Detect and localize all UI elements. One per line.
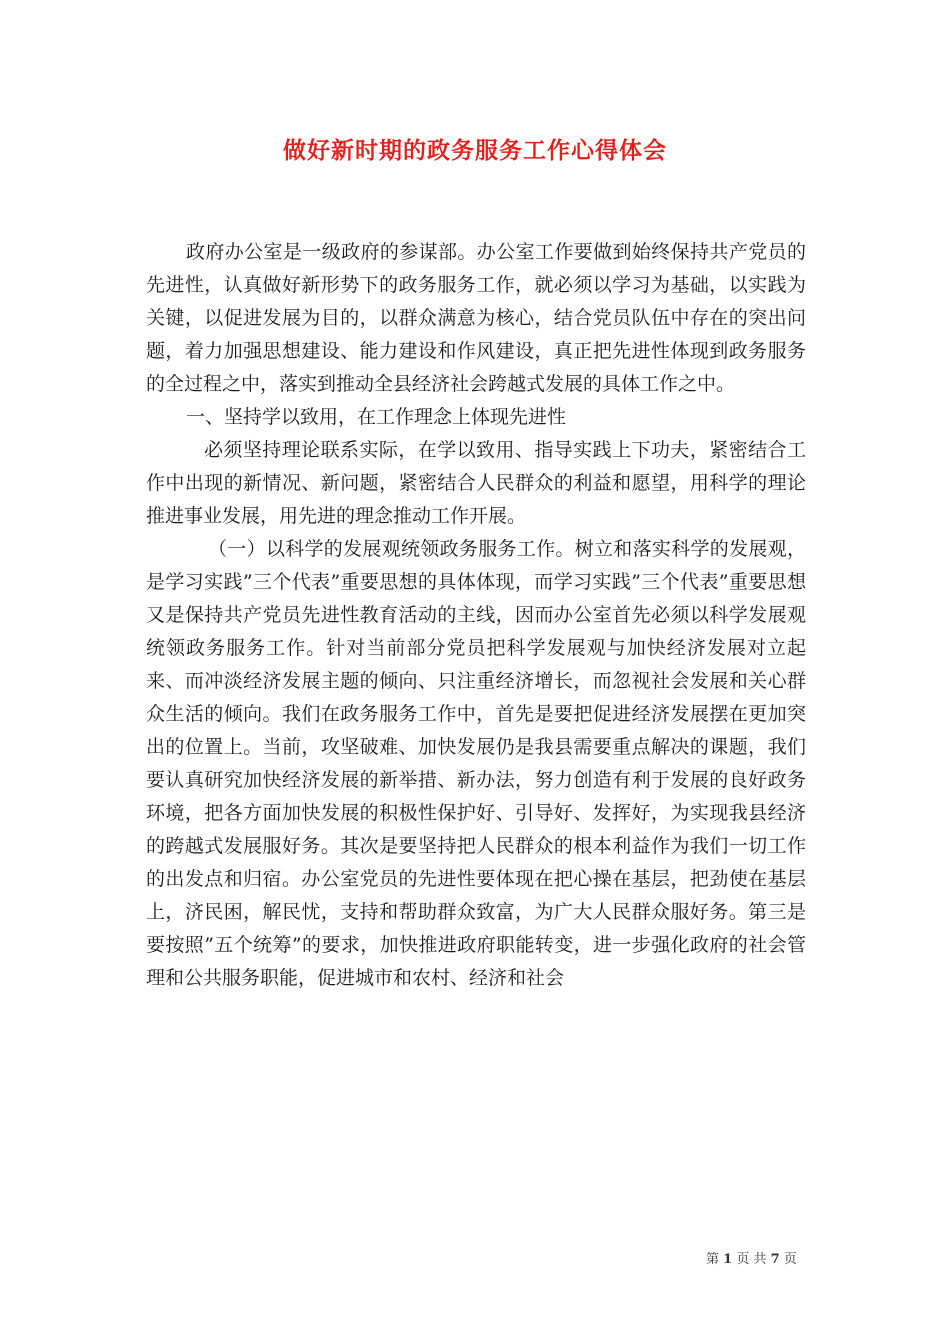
section-heading-1: 一、坚持学以致用，在工作理念上体现先进性 xyxy=(186,406,567,428)
footer-prefix: 第 xyxy=(706,1252,720,1267)
footer-middle: 页 共 xyxy=(736,1252,767,1267)
paragraph-intro: 政府办公室是一级政府的参谋部。办公室工作要做到始终保持共产党员的先进性，认真做好新形势下的政务服务工作，就必须以学习为基础，以实践为关键，以促进发展为目的，以群众满意为核心，结合党员队伍中存在的突出问题，着力加强思想建设、能力建设和作风建设，真正把先进性体现到政务服务的全过程之中，落实到推动全县经济社会跨越式发展的具体工作之中。 xyxy=(146,241,806,395)
paragraph-subsection-1: （一）以科学的发展观统领政务服务工作。树立和落实科学的发展观，是学习实践”三个代表”重要思想的具体体现，而学习实践”三个代表”重要思想又是保持共产党员先进性教育活动的主线，因而办公室首先必须以科学发展观统领政务服务工作。针对当前部分党员把科学发展观与加快经济发展对立起来、而冲淡经济发展主题的倾向、只注重经济增长，而忽视社会发展和关心群众生活的倾向。我们在政务服务工作中，首先是要把促进经济发展摆在更加突出的位置上。当前，攻坚破难、加快发展仍是我县需要重点解决的课题，我们要认真研究加快经济发展的新举措、新办法，努力创造有利于发展的良好政务环境，把各方面加快发展的积极性保护好、引导好、发挥好，为实现我县经济的跨越式发展服好务。其次是要坚持把人民群众的根本利益作为我们一切工作的出发点和归宿。办公室党员的先进性要体现在把心操在基层，把劲使在基层上，济民困，解民忧，支持和帮助群众致富，为广大人民群众服好务。第三是要按照”五个统筹”的要求，加快推进政府职能转变，进一步强化政府的社会管理和公共服务职能，促进城市和农村、经济和社会 xyxy=(146,538,806,989)
page-number-footer xyxy=(706,1248,797,1267)
document-title: 做好新时期的政务服务工作心得体会 xyxy=(283,137,667,164)
current-page-number: 1 xyxy=(723,1252,733,1267)
total-pages-number: 7 xyxy=(770,1252,780,1267)
document-body xyxy=(146,236,806,995)
footer-suffix: 页 xyxy=(783,1252,797,1267)
paragraph-section-1: 必须坚持理论联系实际，在学以致用、指导实践上下功夫，紧密结合工作中出现的新情况、新问题，紧密结合人民群众的利益和愿望，用科学的理论推进事业发展，用先进的理念推动工作开展。 xyxy=(146,439,806,527)
